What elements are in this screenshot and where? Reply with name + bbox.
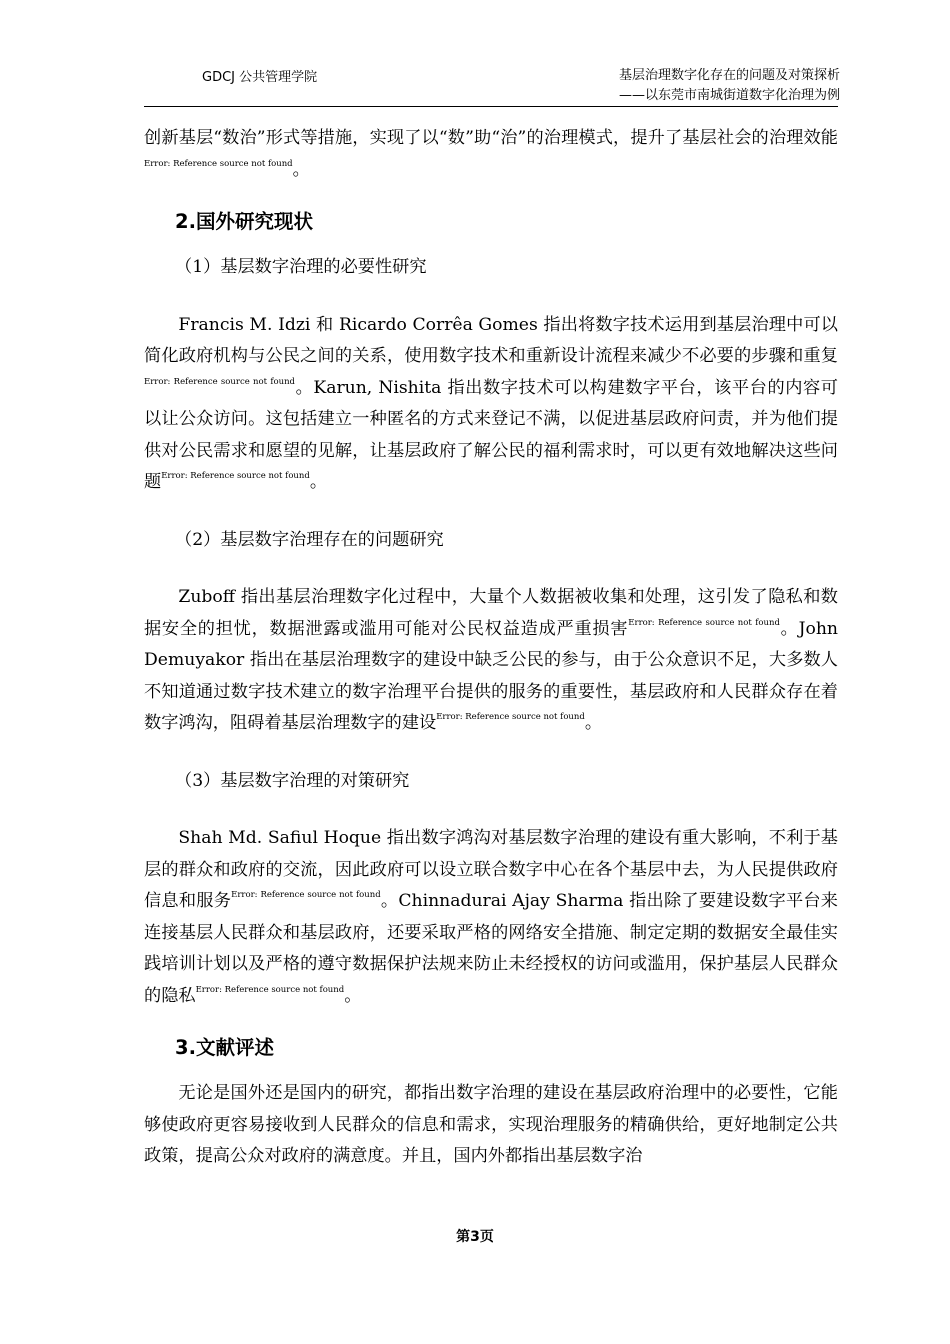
page-number: 第3页 [456,1229,494,1245]
intro-paragraph: 创新基层“数治”形式等措施，实现了以“数”助“治”的治理模式，提升了基层社会的治理效能$^{Error: Reference source not found}$。 [144,128,838,180]
section-heading-3: 3.文献评述 [175,1036,274,1059]
citation-error: Error: Reference source not found [436,712,585,722]
header-left: GDCJ 公共管理学院 [202,70,318,85]
citation-error: Error: Reference source not found [195,984,345,995]
paragraph-necessity: Francis M. Idzi 和 Ricardo Corrêa Gomes 指出将数字技术运用到基层治理中可以简化政府机构与公民之间的关系，使用数字技术和重新设计流程来减少不必要的步骤和重复$^{Error: Reference source not found}$。Karun, Nishita 指出数字技术可以构建数字平台，该平台的内容可以让公众访问。这包括建立一种匿名的方式来登记不满，以促进基层政府问责，并为他们提供对公民需求和愿望的见解，让基层政府了解公民的福利需求时，可以更有效地解决这些问题$^{Error: Reference source not found}$。 [144,314,838,492]
citation-error: Error: Reference source not found [144,376,295,387]
citation-error: Error: Reference source not found [628,617,780,628]
citation-error: Error: Reference source not found [231,890,381,900]
citation-error: Error: Reference source not found [161,471,310,481]
paragraph-problems: Zuboff 指出基层治理数字化过程中，大量个人数据被收集和处理，这引发了隐私和数据安全的担忧，数据泄露或滥用可能对公民权益造成严重损害$^{Error: Reference source not found}$。John Demuyakor 指出在基层治理数字的建设中缺乏公民的参与，由于公众意识不足，大多数人不知道通过数字技术建立的数字治理平台提供的服务的重要性，基层政府和人民群众存在着数字鸿沟，阻碍着基层治理数字的建设$^{Error: Reference source not found}$。 [144,587,838,733]
paragraph-countermeasures: Shah Md. Safiul Hoque 指出数字鸿沟对基层数字治理的建设有重大影响，不利于基层的群众和政府的交流，因此政府可以设立联合数字中心在各个基层中去，为人民提供政府信息和服务$^{Error: Reference source not found}$。Chinnadurai Ajay Sharma 指出除了要建设数字平台来连接基层人民群众和基层政府，还要采取严格的网络安全措施、制定定期的数据安全最佳实践培训计划以及严格的遵守数据保护法规来防止未经授权的访问或滥用，保护基层人民群众的隐私$^{Error: Reference source not found}$。 [144,828,838,1006]
subsection-heading-2: （2）基层数字治理存在的问题研究 [175,529,444,550]
header-right [619,66,840,106]
subsection-heading-3: （3）基层数字治理的对策研究 [175,770,410,791]
subsection-heading-1: （1）基层数字治理的必要性研究 [175,257,427,277]
document-body [144,123,838,1173]
section-heading-2: 2.国外研究现状 [175,210,313,233]
header-rule [144,106,838,107]
citation-error: Error: Reference source not found [144,158,293,169]
paragraph-review: 无论是国外还是国内的研究，都指出数字治理的建设在基层政府治理中的必要性，它能够使政府更容易接收到人民群众的信息和需求，实现治理服务的精确供给，更好地制定公共政策，提高公众对政府的满意度。并且，国内外都指出基层数字治 [144,1083,838,1166]
header-title: 基层治理数字化存在的问题及对策探析 [618,68,840,83]
header-subtitle: ——以东莞市南城街道数字化治理为例 [618,88,840,103]
